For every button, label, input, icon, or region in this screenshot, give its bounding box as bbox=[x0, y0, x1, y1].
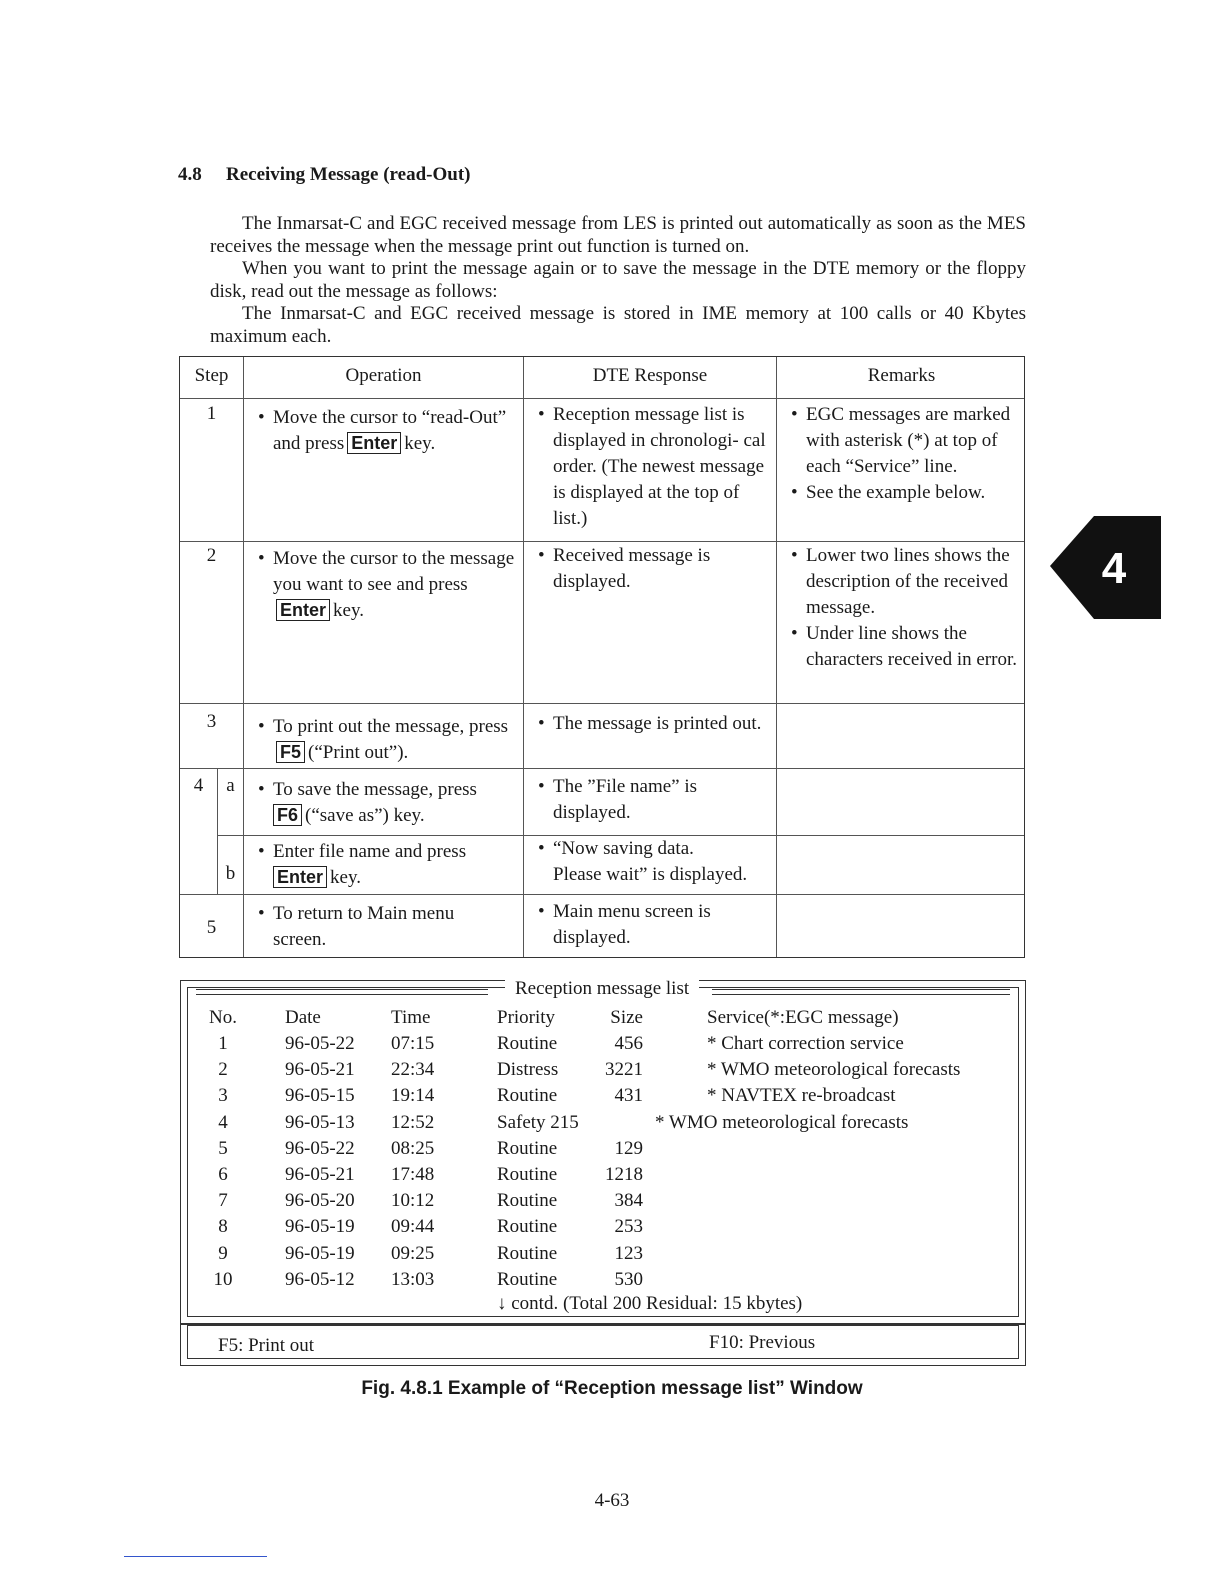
table-row-col-4[interactable]: 530 bbox=[614, 1268, 643, 1290]
procedure-table bbox=[179, 356, 1025, 958]
response-cell bbox=[528, 711, 768, 737]
response-cell bbox=[528, 836, 774, 888]
table-row-col-0[interactable]: 10 bbox=[213, 1268, 233, 1290]
operation-cell bbox=[248, 777, 518, 829]
response-cell bbox=[528, 402, 768, 532]
intro-paragraph: The Inmarsat-C and EGC received message is stored in IME memory at 100 calls or 40 Kbytes maximum each. bbox=[210, 303, 1026, 347]
table-row-col-2[interactable]: 17:48 bbox=[391, 1164, 435, 1185]
step-number: 4 bbox=[193, 775, 204, 796]
response-text: • Main menu screen is displayed. bbox=[528, 899, 728, 951]
table-row-col-4[interactable]: 3221 bbox=[605, 1059, 643, 1081]
column-header-col-2: Time bbox=[391, 1007, 431, 1028]
column-header-col-1: Date bbox=[285, 1007, 321, 1028]
table-row-col-4[interactable]: 1218 bbox=[605, 1164, 643, 1185]
operation-text: To save the message, press bbox=[273, 779, 477, 800]
step-number: 3 bbox=[206, 711, 217, 732]
chapter-number: 4 bbox=[1101, 544, 1127, 593]
table-row-col-0[interactable]: 8 bbox=[218, 1216, 228, 1238]
operation-text: key. bbox=[404, 433, 436, 454]
remark-text: • Lower two lines shows the description of the received message. bbox=[781, 543, 1017, 621]
enter-key: Enter bbox=[276, 599, 330, 621]
response-text: • Received message is displayed. bbox=[528, 543, 768, 595]
operation-cell bbox=[248, 405, 518, 457]
figure-caption: Fig. 4.8.1 Example of “Reception message list” Window bbox=[361, 1378, 863, 1399]
page-number: 4-63 bbox=[594, 1490, 630, 1511]
enter-key: Enter bbox=[273, 866, 327, 888]
substep-letter: b bbox=[225, 863, 236, 884]
table-row-col-2[interactable]: 22:34 bbox=[391, 1059, 435, 1081]
section-heading bbox=[178, 164, 470, 186]
table-row-col-0[interactable]: 2 bbox=[218, 1059, 228, 1081]
operation-cell bbox=[248, 714, 518, 766]
response-cell bbox=[528, 543, 768, 595]
section-title: Receiving Message (read-Out) bbox=[226, 164, 471, 185]
response-text: Please wait” is displayed. bbox=[553, 864, 748, 885]
table-row-col-3[interactable]: Routine bbox=[497, 1137, 558, 1159]
header-operation: Operation bbox=[345, 365, 422, 386]
window-title: Reception message list bbox=[505, 978, 699, 1000]
table-row-col-4[interactable]: 129 bbox=[614, 1137, 643, 1159]
table-row-col-5[interactable]: * WMO meteorological forecasts bbox=[707, 1059, 961, 1081]
response-text: • The ”File name” is displayed. bbox=[528, 774, 728, 826]
operation-text: • To return to Main menu screen. bbox=[248, 901, 498, 953]
response-text: • Reception message list is displayed in chronologi- cal order. (The newest message is displayed at the top of list.) bbox=[528, 402, 768, 532]
operation-cell bbox=[248, 546, 522, 624]
operation-cell bbox=[248, 839, 518, 891]
table-row-col-1[interactable]: 96-05-22 bbox=[285, 1033, 355, 1054]
operation-text: Enter file name and press bbox=[273, 841, 467, 862]
section-number: 4.8 bbox=[178, 164, 202, 185]
table-row-col-3[interactable]: Routine bbox=[497, 1190, 558, 1212]
contd-status: ↓ contd. (Total 200 Residual: 15 kbytes) bbox=[497, 1293, 803, 1314]
operation-text: Move the cursor to “read-Out” and press bbox=[273, 407, 507, 454]
table-row-col-5[interactable]: * WMO meteorological forecasts bbox=[655, 1111, 909, 1133]
operation-text: key. bbox=[333, 600, 364, 621]
f5-key: F5 bbox=[276, 741, 305, 763]
operation-text: Move the cursor to the message you want to see and press bbox=[273, 548, 515, 595]
header-step: Step bbox=[194, 365, 229, 386]
table-row-col-4[interactable]: 253 bbox=[614, 1216, 643, 1238]
table-row-col-2[interactable]: 08:25 bbox=[391, 1137, 435, 1159]
response-cell bbox=[528, 774, 728, 826]
intro-paragraph: The Inmarsat-C and EGC received message from LES is printed out automatically as soon as the MES receives the message when the message print out function is turned on. bbox=[210, 213, 1026, 257]
table-row-col-2[interactable]: 19:14 bbox=[391, 1085, 435, 1107]
column-header-col-0: No. bbox=[209, 1007, 237, 1028]
table-row-col-1[interactable]: 96-05-19 bbox=[285, 1242, 355, 1264]
table-row-col-2[interactable]: 13:03 bbox=[391, 1268, 435, 1290]
column-header-col-5: Service(*:EGC message) bbox=[707, 1007, 899, 1028]
table-row-col-0[interactable]: 3 bbox=[218, 1085, 228, 1107]
table-row-col-0[interactable]: 6 bbox=[218, 1164, 228, 1185]
intro-paragraph: When you want to print the message again or to save the message in the DTE memory or the floppy disk, read out the message as follows: bbox=[210, 258, 1026, 302]
intro-text bbox=[210, 213, 1026, 349]
operation-text: To print out the message, press bbox=[273, 716, 509, 737]
remark-text: • Under line shows the characters received in error. bbox=[781, 621, 1017, 673]
column-header-col-4: Size bbox=[610, 1007, 643, 1028]
header-dte-response: DTE Response bbox=[592, 365, 708, 386]
table-row-col-2[interactable]: 10:12 bbox=[391, 1190, 435, 1212]
table-row-col-1[interactable]: 96-05-13 bbox=[285, 1111, 355, 1133]
response-text: “Now saving data. bbox=[553, 838, 694, 859]
f6-key: F6 bbox=[273, 804, 302, 826]
table-row-col-0[interactable]: 5 bbox=[218, 1137, 228, 1159]
step-number: 1 bbox=[206, 403, 217, 424]
remarks-cell bbox=[781, 402, 1017, 506]
table-row-col-1[interactable]: 96-05-12 bbox=[285, 1268, 355, 1290]
remark-text: • EGC messages are marked with asterisk (*) at top of each “Service” line. bbox=[781, 402, 1017, 480]
table-row-col-0[interactable]: 1 bbox=[218, 1033, 228, 1054]
table-row-col-5[interactable]: * NAVTEX re-broadcast bbox=[707, 1085, 896, 1107]
divider bbox=[124, 1556, 267, 1557]
table-row-col-1[interactable]: 96-05-22 bbox=[285, 1137, 355, 1159]
column-header-col-3: Priority bbox=[497, 1007, 556, 1028]
table-row-col-3[interactable]: Distress bbox=[497, 1059, 559, 1081]
table-row-col-3[interactable]: Routine bbox=[497, 1164, 558, 1185]
table-row-col-4[interactable]: 384 bbox=[614, 1190, 643, 1212]
operation-text: (“save as”) key. bbox=[305, 805, 425, 826]
header-remarks: Remarks bbox=[867, 365, 936, 386]
operation-text: key. bbox=[330, 867, 361, 888]
table-row-col-1[interactable]: 96-05-21 bbox=[285, 1164, 355, 1185]
table-row-col-2[interactable]: 12:52 bbox=[391, 1111, 435, 1133]
table-row-col-1[interactable]: 96-05-15 bbox=[285, 1085, 355, 1107]
table-row-col-2[interactable]: 09:44 bbox=[391, 1216, 435, 1238]
table-row-col-4[interactable]: 456 bbox=[614, 1033, 643, 1054]
remark-text: • See the example below. bbox=[781, 480, 1017, 506]
table-row-col-5[interactable]: * Chart correction service bbox=[707, 1033, 904, 1054]
chapter-tab bbox=[1094, 516, 1161, 619]
table-row-col-3[interactable]: Routine bbox=[497, 1033, 558, 1054]
table-row-col-1[interactable]: 96-05-19 bbox=[285, 1216, 355, 1238]
table-row-col-4[interactable]: 123 bbox=[614, 1242, 643, 1264]
table-row-col-3[interactable]: Routine bbox=[497, 1242, 558, 1264]
table-row-col-0[interactable]: 7 bbox=[218, 1190, 228, 1212]
function-key-bar bbox=[180, 1324, 1026, 1366]
remarks-cell bbox=[781, 543, 1017, 673]
reception-message-list-window bbox=[180, 980, 1026, 1324]
step-number: 5 bbox=[206, 917, 217, 938]
operation-text: (“Print out”). bbox=[308, 742, 409, 763]
response-text: • The message is printed out. bbox=[528, 711, 768, 737]
table-row-col-2[interactable]: 09:25 bbox=[391, 1242, 435, 1264]
substep-letter: a bbox=[226, 775, 235, 796]
table-row-col-1[interactable]: 96-05-20 bbox=[285, 1190, 355, 1212]
f5-print-out[interactable]: F5: Print out bbox=[218, 1335, 315, 1356]
table-row-col-3[interactable]: Routine bbox=[497, 1216, 558, 1238]
table-row-col-0[interactable]: 4 bbox=[218, 1111, 228, 1133]
table-row-col-0[interactable]: 9 bbox=[218, 1242, 228, 1264]
table-row-col-4[interactable]: 431 bbox=[614, 1085, 643, 1107]
f10-previous[interactable]: F10: Previous bbox=[709, 1332, 816, 1353]
table-row-col-2[interactable]: 07:15 bbox=[391, 1033, 435, 1054]
table-row-col-1[interactable]: 96-05-21 bbox=[285, 1059, 355, 1081]
operation-cell bbox=[248, 901, 498, 953]
response-cell bbox=[528, 899, 728, 951]
step-number: 2 bbox=[206, 545, 217, 566]
table-row-col-3[interactable]: Routine bbox=[497, 1268, 558, 1290]
table-row-col-3[interactable]: Routine bbox=[497, 1085, 558, 1107]
enter-key: Enter bbox=[347, 432, 401, 454]
table-row-col-3[interactable]: Safety 215 bbox=[497, 1111, 579, 1133]
